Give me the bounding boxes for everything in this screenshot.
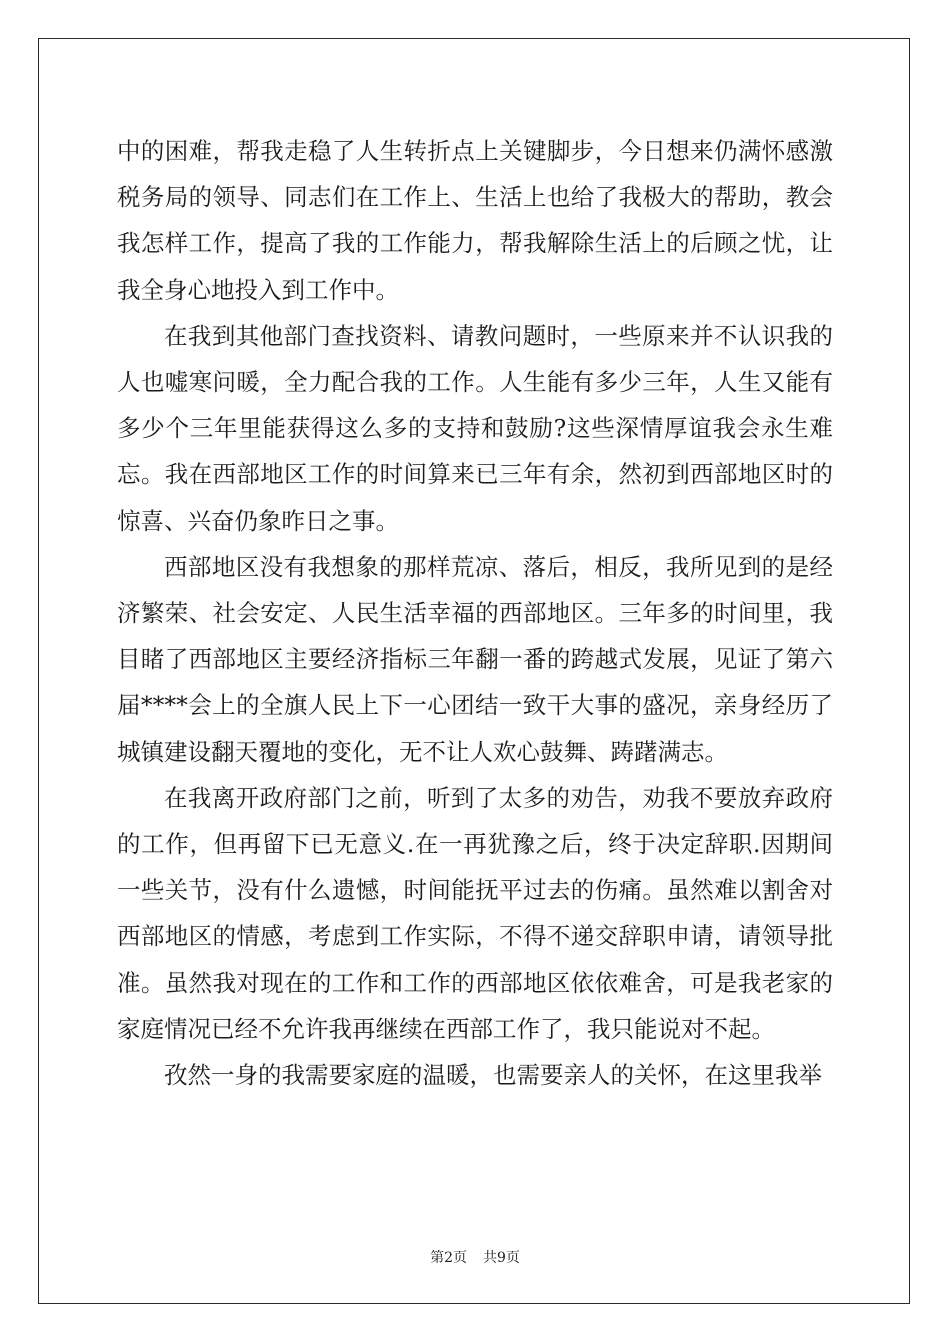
page-footer	[0, 1247, 950, 1267]
paragraph-1: 中的困难，帮我走稳了人生转折点上关键脚步，今日想来仍满怀感激税务局的领导、同志们在工作上、生活上也给了我极大的帮助，教会我怎样工作，提高了我的工作能力，帮我解除生活上的后顾之忧，让我全身心地投入到工作中。	[117, 137, 833, 304]
page-number-current: 第2页	[430, 1250, 467, 1266]
paragraph-4: 在我离开政府部门之前，听到了太多的劝告，劝我不要放弃政府的工作，但再留下已无意义.在一再犹豫之后，终于决定辞职.因期间一些关节，没有什么遗憾，时间能抚平过去的伤痛。虽然难以割舍对西部地区的情感，考虑到工作实际，不得不递交辞职申请，请领导批准。虽然我对现在的工作和工作的西部地区依依难舍，可是我老家的家庭情况已经不允许我再继续在西部工作了，我只能说对不起。	[117, 783, 833, 1043]
paragraph-2: 在我到其他部门查找资料、请教问题时，一些原来并不认识我的人也嘘寒问暖，全力配合我的工作。人生能有多少三年，人生又能有多少个三年里能获得这么多的支持和鼓励?这些深情厚谊我会永生难忘。我在西部地区工作的时间算来已三年有余，然初到西部地区时的惊喜、兴奋仍象昨日之事。	[117, 321, 833, 535]
paragraph-5: 孜然一身的我需要家庭的温暖，也需要亲人的关怀，在这里我举	[164, 1061, 822, 1090]
document-body	[117, 128, 833, 1098]
paragraph-3: 西部地区没有我想象的那样荒凉、落后，相反，我所见到的是经济繁荣、社会安定、人民生活幸福的西部地区。三年多的时间里，我目睹了西部地区主要经济指标三年翻一番的跨越式发展，见证了第六届****会上的全旗人民上下一心团结一致干大事的盛况，亲身经历了城镇建设翻天覆地的变化，无不让人欢心鼓舞、踌躇满志。	[117, 552, 833, 766]
page-number-total: 共9页	[483, 1250, 520, 1266]
